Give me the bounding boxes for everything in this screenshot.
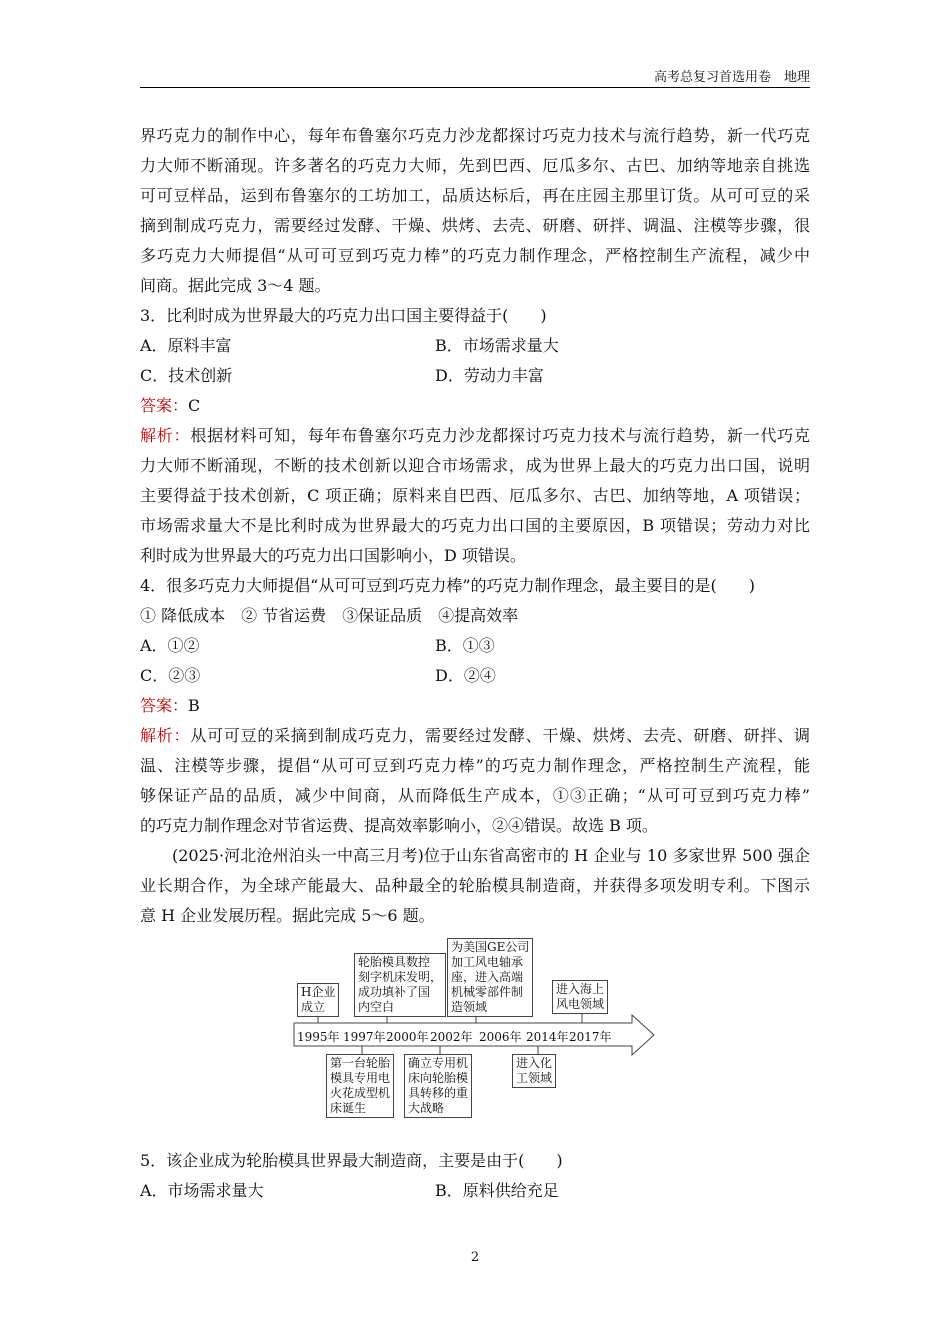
- answer-label: 答案：: [140, 696, 189, 715]
- event-text: 成立: [301, 1000, 326, 1014]
- analysis-label: 解析：: [140, 726, 191, 745]
- year-label: 2002年: [430, 1030, 473, 1044]
- q3-analysis-line: 主要得益于技术创新，C 项正确；原料来自巴西、厄瓜多尔、古巴、加纳等地，A 项错误；: [140, 486, 810, 505]
- q3-option-a: A．原料丰富: [140, 336, 232, 355]
- event-box-2017: [552, 980, 608, 1014]
- passage-line: 力大师不断涌现。许多著名的巧克力大师，先到巴西、厄瓜多尔、古巴、加纳等地亲自挑选: [140, 156, 810, 175]
- passage-line: 摘到制成巧克力，需要经过发酵、干燥、烘烤、去壳、研磨、研拌、调温、注模等步骤，很: [140, 216, 810, 235]
- q3-analysis-line: [140, 426, 810, 446]
- event-box-2006: [404, 1054, 472, 1118]
- year-label: 2000年: [386, 1030, 429, 1044]
- year-label: 2014年: [526, 1030, 569, 1044]
- q3-analysis-line: 利时成为世界最大的巧克力出口国影响小，D 项错误。: [140, 546, 526, 565]
- header-divider: [140, 87, 810, 88]
- event-text: 造领域: [451, 1000, 488, 1014]
- intro56-line: 业长期合作，为全球产能最大、品种最全的轮胎模具制造商，并获得多项发明专利。下图示: [140, 876, 810, 895]
- q3-analysis-line: 市场需求量大不是比利时成为世界最大的巧克力出口国的主要原因，B 项错误；劳动力对比: [140, 516, 810, 535]
- page-number: 2: [470, 1250, 480, 1265]
- answer-value: B: [188, 696, 200, 715]
- q4-analysis-line: 温、注模等步骤，提倡“从可可豆到巧克力棒”的巧克力制作理念，严格控制生产流程，能: [140, 756, 810, 775]
- q3-stem: 3．比利时成为世界最大的巧克力出口国主要得益于( ): [140, 306, 547, 325]
- q4-analysis-line: 的巧克力制作理念对节省运费、提高效率影响小，②④错误。故选 B 项。: [140, 816, 658, 835]
- passage-line: 间商。据此完成 3～4 题。: [140, 276, 331, 295]
- passage-line: 可可豆样品，运到布鲁塞尔的工坊加工，品质达标后，再在庄园主那里订货。从可可豆的采: [140, 186, 810, 205]
- q4-answer: [140, 696, 810, 716]
- event-text: 内空白: [358, 1000, 395, 1014]
- event-text: 为美国GE公司: [451, 940, 530, 954]
- q5-option-a: A．市场需求量大: [140, 1181, 264, 1200]
- year-label: 1997年: [343, 1030, 386, 1044]
- event-text: 加工风电轴承: [451, 955, 524, 969]
- event-text: 座，进入高端: [451, 970, 524, 984]
- event-text: 进入海上: [556, 982, 605, 996]
- event-text: 大战略: [408, 1101, 445, 1115]
- q3-option-c: C．技术创新: [140, 366, 233, 385]
- q5-options-row: [140, 1181, 810, 1201]
- q4-option-a: A．①②: [140, 636, 200, 655]
- event-text: H企业: [301, 985, 336, 999]
- q3-options-row: [140, 336, 810, 356]
- event-text: 机械零部件制: [451, 985, 524, 999]
- event-text: 模具专用电: [330, 1071, 391, 1085]
- answer-value: C: [188, 396, 201, 415]
- event-box-2000: [326, 1054, 394, 1118]
- q3-option-d: D．劳动力丰富: [435, 366, 544, 385]
- q4-option-b: B．①③: [435, 636, 495, 655]
- q3-options-row: [140, 366, 810, 386]
- event-box-2014: [512, 1054, 556, 1088]
- event-text: 第一台轮胎: [330, 1056, 391, 1070]
- event-text: 工领域: [516, 1071, 553, 1085]
- event-text: 风电领域: [556, 997, 605, 1011]
- passage-line: 多巧克力大师提倡“从可可豆到巧克力棒”的巧克力制作理念，严格控制生产流程，减少中: [140, 246, 810, 265]
- q4-analysis-line: 够保证产品的品质，减少中间商，从而降低生产成本，①③正确；“从可可豆到巧克力棒”: [140, 786, 810, 805]
- q3-answer: [140, 396, 810, 416]
- event-text: 成功填补了国: [358, 985, 431, 999]
- event-box-1997: [354, 953, 446, 1017]
- year-label: 1995年: [297, 1030, 340, 1044]
- event-text: 具转移的重: [408, 1086, 469, 1100]
- header-title: 高考总复习首选用卷 地理: [653, 70, 810, 85]
- event-text: 火花成型机: [330, 1086, 391, 1100]
- q5-stem: 5．该企业成为轮胎模具世界最大制造商，主要是由于( ): [140, 1151, 563, 1170]
- timeline-diagram: [292, 938, 657, 1123]
- passage-line: 界巧克力的制作中心，每年布鲁塞尔巧克力沙龙都探讨巧克力技术与流行趋势，新一代巧克: [140, 126, 810, 145]
- q4-options-row: [140, 636, 810, 656]
- q3-option-b: B．市场需求量大: [435, 336, 559, 355]
- intro56-line: (2025·河北沧州泊头一中高三月考)位于山东省高密市的 H 企业与 10 多家世界 500 强企: [172, 846, 810, 865]
- q4-options-row: [140, 666, 810, 686]
- q5-option-b: B．原料供给充足: [435, 1181, 559, 1200]
- q4-option-c: C．②③: [140, 666, 201, 685]
- q4-analysis-line: [140, 726, 810, 746]
- analysis-text: 根据材料可知，每年布鲁塞尔巧克力沙龙都探讨巧克力技术与流行趋势，新一代巧克: [190, 426, 810, 445]
- event-text: 床诞生: [330, 1101, 367, 1115]
- intro56-line: 意 H 企业发展历程。据此完成 5～6 题。: [140, 906, 435, 925]
- year-label: 2017年: [569, 1030, 612, 1044]
- q3-analysis-line: 力大师不断涌现，不断的技术创新以迎合市场需求，成为世界上最大的巧克力出口国，说明: [140, 456, 810, 475]
- analysis-label: 解析：: [140, 426, 191, 445]
- event-text: 确立专用机: [408, 1056, 469, 1070]
- event-text: 刻字机床发明，: [358, 970, 443, 984]
- year-label: 2006年: [479, 1030, 522, 1044]
- analysis-text: 从可可豆的采摘到制成巧克力，需要经过发酵、干燥、烘烤、去壳、研磨、研拌、调: [190, 726, 810, 745]
- q4-option-d: D．②④: [435, 666, 496, 685]
- q4-stem: 4．很多巧克力大师提倡“从可可豆到巧克力棒”的巧克力制作理念，最主要目的是( ): [140, 576, 756, 595]
- event-text: 床向轮胎模: [408, 1071, 469, 1085]
- event-box-1995: [297, 983, 339, 1017]
- answer-label: 答案：: [140, 396, 189, 415]
- event-box-2002: [447, 938, 533, 1017]
- event-text: 轮胎模具数控: [358, 955, 431, 969]
- event-text: 进入化: [516, 1056, 553, 1070]
- q4-items: ① 降低成本 ② 节省运费 ③保证品质 ④提高效率: [140, 606, 519, 625]
